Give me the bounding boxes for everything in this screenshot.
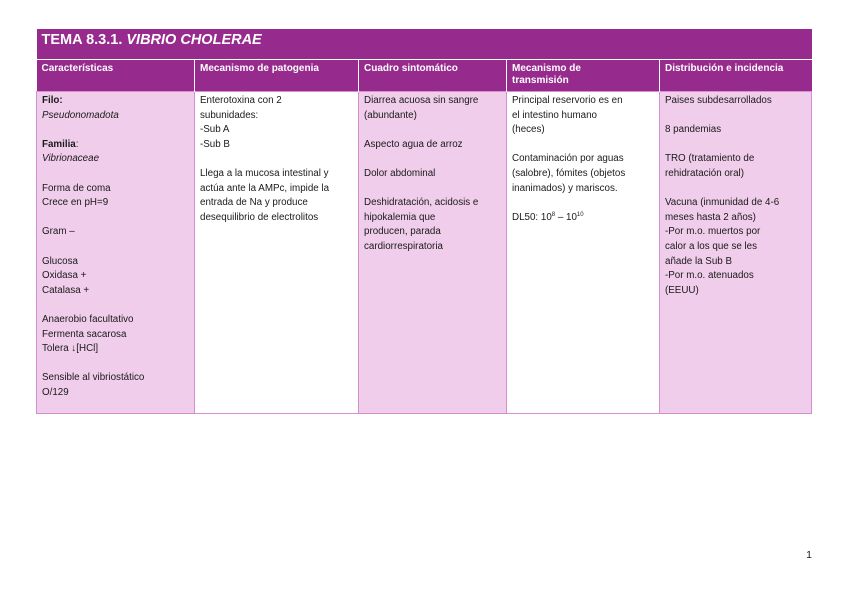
title-organism: VIBRIO CHOLERAE xyxy=(126,32,262,48)
cell-distribucion xyxy=(660,92,812,414)
dolor-text: Dolor abdominal xyxy=(364,167,436,179)
familia-colon: : xyxy=(75,138,79,150)
enterotoxina-text: Enterotoxina con 2 xyxy=(200,95,282,106)
familia-value: Vibrionaceae xyxy=(42,153,100,165)
tro-text-1: TRO (tratamiento de xyxy=(665,153,755,165)
dl50-exponent-1: 8 xyxy=(551,211,556,218)
deshidratacion-text-2: hipokalemia que xyxy=(364,211,436,223)
paises-text: Paises subdesarrollados xyxy=(665,95,772,106)
reservorio-text-1: Principal reservorio es en xyxy=(512,95,623,106)
cell-transmision xyxy=(507,92,660,414)
ph-text: Crece en pH=9 xyxy=(42,197,109,209)
atenuados-text-2: (EEUU) xyxy=(665,284,699,296)
page-number: 1 xyxy=(806,549,812,561)
filo-value: Pseudonomadota xyxy=(42,109,119,121)
header-row xyxy=(37,60,812,92)
vacuna-text-1: Vacuna (inmunidad de 4-6 xyxy=(665,197,780,209)
dl50-text xyxy=(512,211,655,226)
aspecto-text: Aspecto agua de arroz xyxy=(364,138,463,150)
contaminacion-text-3: inanimados) y mariscos. xyxy=(512,182,618,194)
deshidratacion-text-3: producen, parada xyxy=(364,226,441,238)
reservorio-text-3: (heces) xyxy=(512,124,545,136)
header-distribucion: Distribución e incidencia xyxy=(660,60,812,92)
deshidratacion-text-1: Deshidratación, acidosis e xyxy=(364,197,479,209)
dl50-label: DL50: 10 xyxy=(512,211,552,223)
mucosa-text-4: desequilibrio de electrolitos xyxy=(200,211,319,223)
header-transmision-line1: Mecanismo de xyxy=(512,63,581,74)
reservorio-text-2: el intestino humano xyxy=(512,109,597,121)
tolera-text: Tolera ↓[HCl] xyxy=(42,343,99,355)
glucosa-text: Glucosa xyxy=(42,255,78,267)
contaminacion-text-2: (salobre), fómites (objetos xyxy=(512,167,626,179)
dl50-dash: – 10 xyxy=(555,211,577,223)
gram-text: Gram – xyxy=(42,226,75,238)
tro-text-2: rehidratación oral) xyxy=(665,167,744,179)
content-row xyxy=(37,92,812,414)
sub-b-text: -Sub B xyxy=(200,138,230,150)
catalasa-text: Catalasa + xyxy=(42,284,90,296)
page-title xyxy=(37,29,812,60)
header-caracteristicas: Características xyxy=(37,60,195,92)
title-row xyxy=(37,29,812,60)
header-cuadro: Cuadro sintomático xyxy=(359,60,507,92)
muertos-text-1: -Por m.o. muertos por xyxy=(665,226,761,238)
sensible-text-2: O/129 xyxy=(42,386,69,398)
header-transmision-line2: transmisión xyxy=(512,75,569,86)
cell-patogenia xyxy=(195,92,359,414)
sub-a-text: -Sub A xyxy=(200,124,230,136)
cell-caracteristicas xyxy=(37,92,195,414)
atenuados-text-1: -Por m.o. atenuados xyxy=(665,270,754,282)
oxidasa-text: Oxidasa + xyxy=(42,270,87,282)
anaerobio-text: Anaerobio facultativo xyxy=(42,313,134,325)
deshidratacion-text-4: cardiorrespiratoria xyxy=(364,240,443,252)
muertos-text-2: calor a los que se les xyxy=(665,240,758,252)
forma-text: Forma de coma xyxy=(42,182,111,194)
mucosa-text-1: Llega a la mucosa intestinal y xyxy=(200,167,329,179)
pandemias-text: 8 pandemias xyxy=(665,124,722,136)
sacarosa-text: Fermenta sacarosa xyxy=(42,328,127,340)
filo-label: Filo: xyxy=(42,95,63,106)
header-patogenia: Mecanismo de patogenia xyxy=(195,60,359,92)
familia-label: Familia xyxy=(42,138,76,150)
diarrea-text-2: (abundante) xyxy=(364,109,417,121)
familia-label-line xyxy=(42,138,190,153)
vacuna-text-2: meses hasta 2 años) xyxy=(665,211,756,223)
muertos-text-3: añade la Sub B xyxy=(665,255,732,267)
sensible-text-1: Sensible al vibriostático xyxy=(42,372,145,384)
subunidades-text: subunidades: xyxy=(200,109,259,121)
diarrea-text-1: Diarrea acuosa sin sangre xyxy=(364,95,479,106)
mucosa-text-2: actúa ante la AMPc, impide la xyxy=(200,182,330,194)
dl50-exponent-2: 10 xyxy=(576,211,584,218)
vibrio-cholerae-table xyxy=(36,29,812,414)
cell-cuadro xyxy=(359,92,507,414)
mucosa-text-3: entrada de Na y produce xyxy=(200,197,308,209)
title-prefix: TEMA 8.3.1. xyxy=(41,32,127,48)
contaminacion-text-1: Contaminación por aguas xyxy=(512,153,624,165)
header-transmision xyxy=(507,60,660,92)
